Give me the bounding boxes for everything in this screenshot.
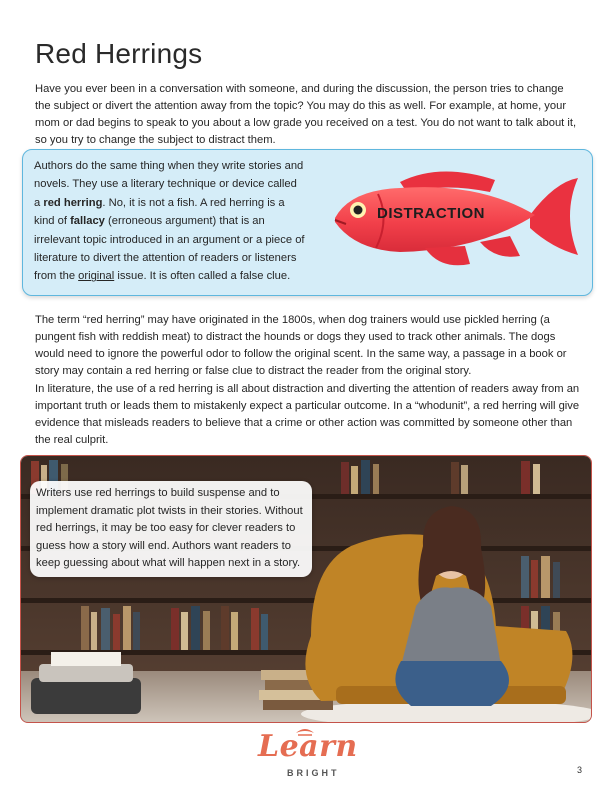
term-fallacy: fallacy — [70, 215, 105, 228]
distraction-label: DISTRACTION — [377, 205, 485, 222]
term-red-herring: red herring — [43, 196, 103, 209]
literature-paragraph: In literature, the use of a red herring is all about distraction and diverting the attention of readers away from an important truth or leads them to mistakenly expect a particular outcome. In a “whodunit”, a red herring will give evidence that misleads readers to believe that a crime or other action was committed by someone other than the real culprit. — [35, 383, 580, 446]
page-number: 3 — [577, 765, 583, 775]
logo-wordmark: Learn — [258, 729, 358, 764]
photo-caption-text: Writers use red herrings to build suspense and to implement dramatic plot twists in their stories. Without red herrings, it may be too easy for clever readers to guess how a story will end. Authors want readers to keep guessing about what will happen next in a story. — [36, 487, 303, 569]
intro-paragraph: Have you ever been in a conversation with someone, and during the discussion, the person tries to change the subject or divert the attention away from the topic? You may do this as well. For example, at home, your mom or dad begins to speak to you about a low grade you received on a test. You do not want to talk about it, so you try to change the subject to distract them. — [35, 83, 577, 146]
origin-paragraph: The term “red herring” may have originated in the 1800s, when dog trainers would use pickled herring (a pungent fish with reddish meat) to distract the hounds or dogs they used to track other animals. The dogs would need to ignore the powerful odor to follow the original scent. In the same way, a passage in a book or story may contain a red herring or false clue to distract the reader from the original story. — [35, 314, 567, 377]
logo-subtitle: BRIGHT — [287, 768, 340, 778]
page-title: Red Herrings — [35, 38, 203, 69]
definition-text: Authors do the same thing when they write stories and novels. They use a literary technique or device called a red herring. No, it is not a fish. A red herring is a kind of fallacy (erroneous argument) that is an irrelevant topic introduced in an argument or a piece of literature to divert the attention of readers or listeners from the original issue. It is often called a false clue. — [34, 160, 305, 283]
term-original: original — [78, 270, 115, 283]
